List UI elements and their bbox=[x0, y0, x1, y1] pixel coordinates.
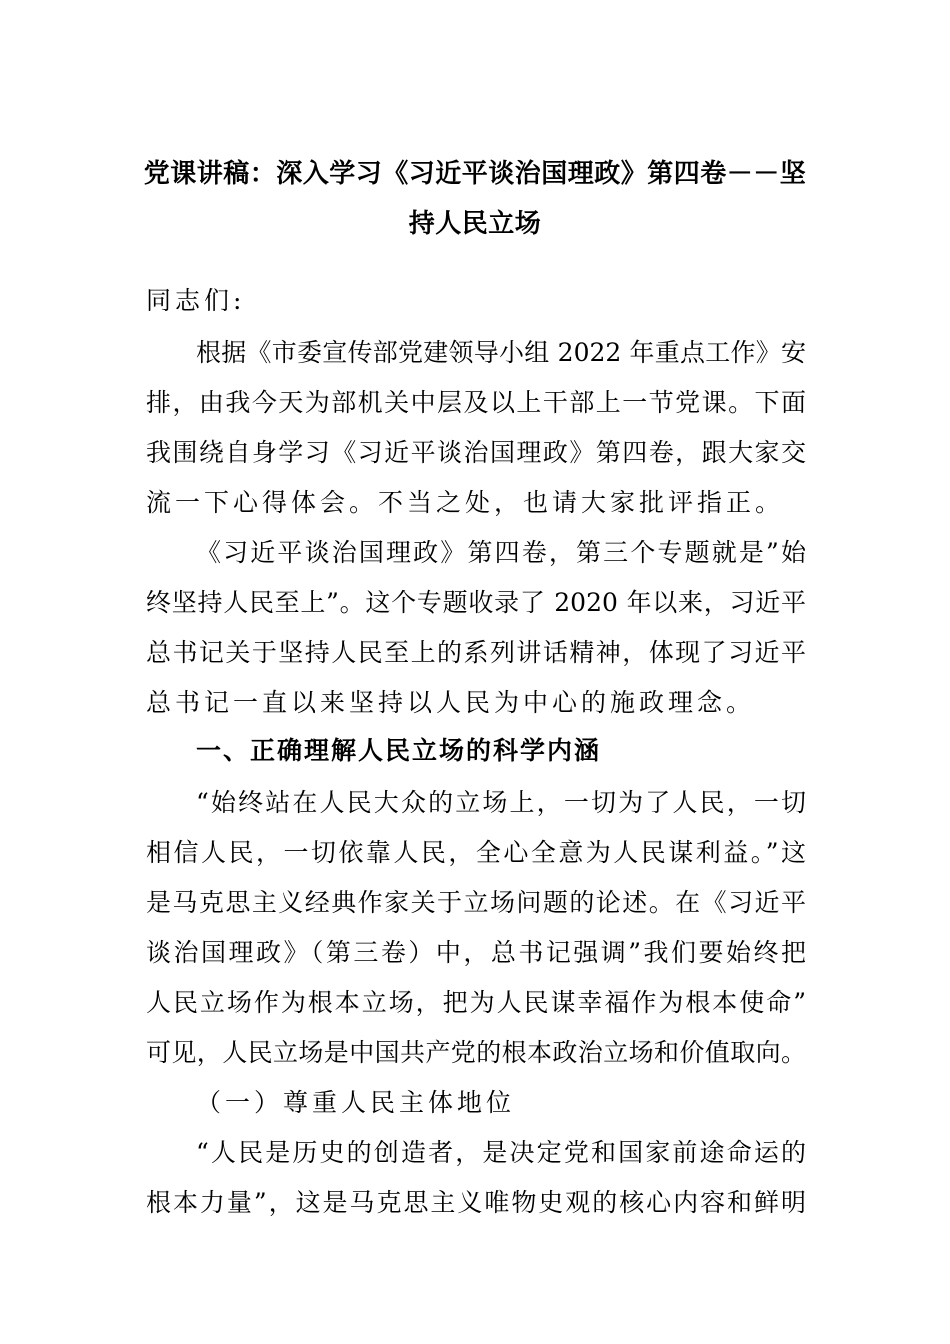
paragraph-line: 流一下心得体会。不当之处，也请大家批评指正。 bbox=[146, 488, 785, 517]
paragraph-line: 是马克思主义经典作家关于立场问题的论述。在《习近平 bbox=[146, 888, 806, 917]
paragraph-line: 相信人民，一切依靠人民，全心全意为人民谋利益。”这 bbox=[146, 838, 806, 867]
paragraph-line: 可见，人民立场是中国共产党的根本政治立场和价值取向。 bbox=[146, 1038, 806, 1067]
paragraph-line: 人民立场作为根本立场，把为人民谋幸福作为根本使命” bbox=[146, 988, 806, 1017]
paragraph-line: 排，由我今天为部机关中层及以上干部上一节党课。下面 bbox=[146, 388, 806, 417]
subsection-heading: （一）尊重人民主体地位 bbox=[196, 1088, 516, 1117]
paragraph-line: 我围绕自身学习《习近平谈治国理政》第四卷，跟大家交 bbox=[146, 438, 806, 467]
paragraph-line: 总书记一直以来坚持以人民为中心的施政理念。 bbox=[146, 688, 756, 717]
paragraph-line: 根本力量”，这是马克思主义唯物史观的核心内容和鲜明 bbox=[146, 1188, 806, 1217]
document-title-line-2: 持人民立场 bbox=[408, 209, 542, 239]
paragraph-line: 谈治国理政》（第三卷）中，总书记强调”我们要始终把 bbox=[146, 938, 806, 967]
paragraph-line: 总书记关于坚持人民至上的系列讲话精神，体现了习近平 bbox=[146, 638, 806, 667]
paragraph-line: 终坚持人民至上”。这个专题收录了 2020 年以来，习近平 bbox=[146, 588, 806, 617]
paragraph-line: “始终站在人民大众的立场上，一切为了人民，一切 bbox=[196, 788, 806, 817]
document-title-line-1: 党课讲稿：深入学习《习近平谈治国理政》第四卷－－坚 bbox=[143, 159, 807, 189]
section-heading: 一、正确理解人民立场的科学内涵 bbox=[196, 736, 602, 765]
paragraph-line: “人民是历史的创造者，是决定党和国家前途命运的 bbox=[196, 1138, 806, 1167]
paragraph-line: 根据《市委宣传部党建领导小组 2022 年重点工作》安 bbox=[196, 338, 806, 367]
salutation: 同志们: bbox=[146, 286, 246, 315]
paragraph-line: 《习近平谈治国理政》第四卷，第三个专题就是”始 bbox=[196, 538, 806, 567]
